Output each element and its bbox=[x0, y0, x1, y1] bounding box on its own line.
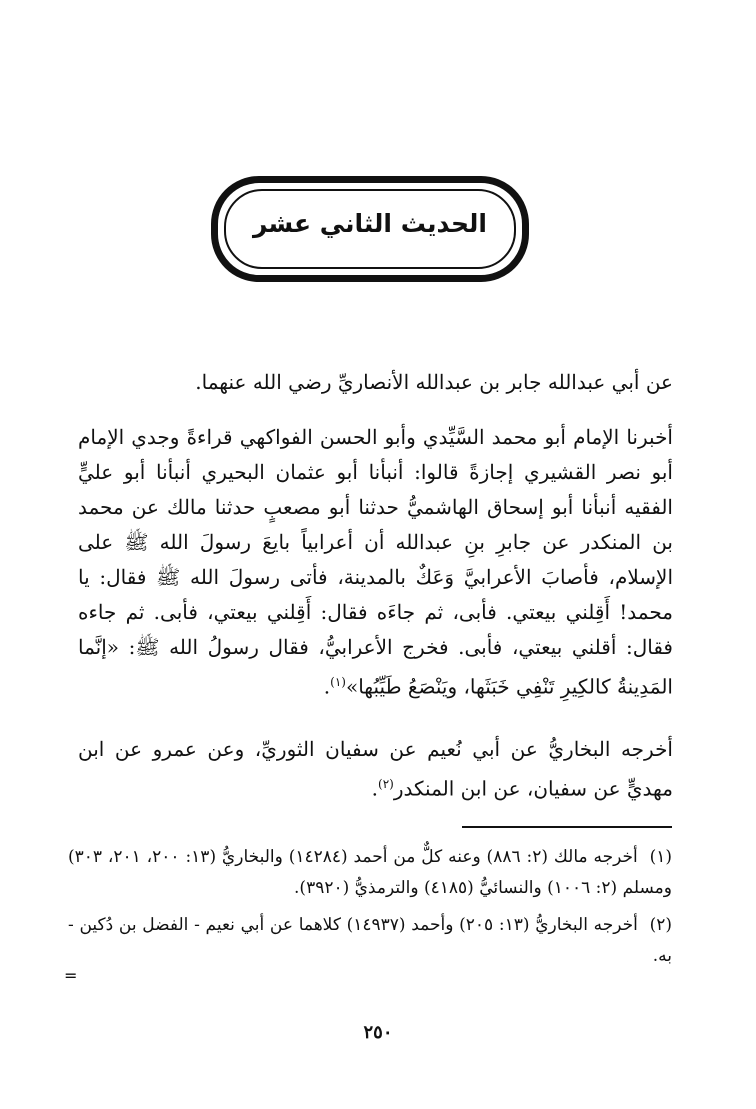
chapter-title: الحديث الثاني عشر bbox=[253, 209, 487, 238]
footnote-item bbox=[68, 910, 672, 972]
narrator-line: عن أبي عبدالله جابر بن عبدالله الأنصاريِّ رضي الله عنهما. bbox=[195, 370, 673, 394]
footnote-text: أخرجه البخاريُّ (١٣: ٢٠٥) وأحمد (١٤٩٣٧) كلاهما عن أبي نعيم - الفضل بن دُكين - به. bbox=[68, 915, 672, 966]
footnote-marker-1: (١) bbox=[330, 675, 346, 689]
chapter-title-frame bbox=[211, 176, 529, 282]
takhrij-paragraph: أخرجه البخاريُّ عن أبي نُعيم عن سفيان الثوريِّ، وعن عمرو عن ابن مهديٍّ عن سفيان، عن ابن المنكدر$^{(٢)}$. bbox=[78, 737, 673, 801]
page-number: ٢٥٠ bbox=[363, 1022, 393, 1043]
takhrij-text: أخرجه البخاريُّ عن أبي نُعيم عن سفيان الثوريِّ، وعن عمرو عن ابن مهديٍّ عن سفيان، عن ابن المنكدر bbox=[78, 737, 673, 801]
footnote-number: (٢) bbox=[649, 915, 673, 935]
hadith-chain-paragraph: أخبرنا الإمام أبو محمد السَّيِّدي وأبو الحسن الفواكهي قراءةً وجدي الإمام أبو نصر القشيري إجازةً قالوا: أنبأنا أبو عثمان البحيري أنبأنا أبو عليٍّ الفقيه أنبأنا أبو إسحاق الهاشميُّ حدثنا أبو مصعبٍ حدثنا مالك عن محمد بن المنكدر عن جابرِ بنِ عبدالله أن أعرابياً بايعَ رسولَ الله ﷺ على الإسلام، فأصابَ الأعرابيَّ وَعَكٌ بالمدينة، فأتى رسولَ الله ﷺ فقال: يا محمد! أَقِلني بيعتي. فأبى، ثم جاءَه فقال: أَقِلني بيعتي، فأبى. ثم جاءه فقال: أقلني بيعتي، فأبى. فخرج الأعرابيُّ، فقال رسولُ الله ﷺ: «إنَّما المَدِينةُ كالكِيرِ تَنْفِي خَبَثَها، ويَنْصَعُ طَيِّبُها»$^{(١)}$. bbox=[78, 425, 673, 699]
footnote-text: أخرجه مالك (٢: ٨٨٦) وعنه كلٌّ من أحمد (١٤٢٨٤) والبخاريُّ (١٣: ٢٠٠، ٢٠١، ٣٠٣) ومسلم (٢: ١٠٠٦) والنسائيُّ (٤١٨٥) والترمذيُّ (٣٩٢٠). bbox=[68, 847, 672, 898]
hadith-chain-text: أخبرنا الإمام أبو محمد السَّيِّدي وأبو الحسن الفواكهي قراءةً وجدي الإمام أبو نصر القشيري إجازةً قالوا: أنبأنا أبو عثمان البحيري أنبأنا أبو عليٍّ الفقيه أنبأنا أبو إسحاق الهاشميُّ حدثنا أبو مصعبٍ حدثنا مالك عن محمد بن المنكدر عن جابرِ بنِ عبدالله أن أعرابياً بايعَ رسولَ الله ﷺ على الإسلام، فأصابَ الأعرابيَّ وَعَكٌ بالمدينة، فأتى رسولَ الله ﷺ فقال: يا محمد! أَقِلني بيعتي. فأبى، ثم جاءَه فقال: أَقِلني بيعتي، فأبى. ثم جاءه فقال: أقلني بيعتي، فأبى. فخرج الأعرابيُّ، فقال رسولُ الله ﷺ: «إنَّما المَدِينةُ كالكِيرِ تَنْفِي خَبَثَها، ويَنْصَعُ طَيِّبُها» bbox=[78, 425, 673, 699]
footnote-item bbox=[68, 842, 672, 904]
footnote-marker-2: (٢) bbox=[378, 777, 394, 791]
footnote-divider bbox=[462, 826, 672, 828]
footnotes-section bbox=[68, 842, 672, 978]
continuation-mark: = bbox=[64, 966, 78, 985]
footnote-number: (١) bbox=[649, 847, 673, 867]
